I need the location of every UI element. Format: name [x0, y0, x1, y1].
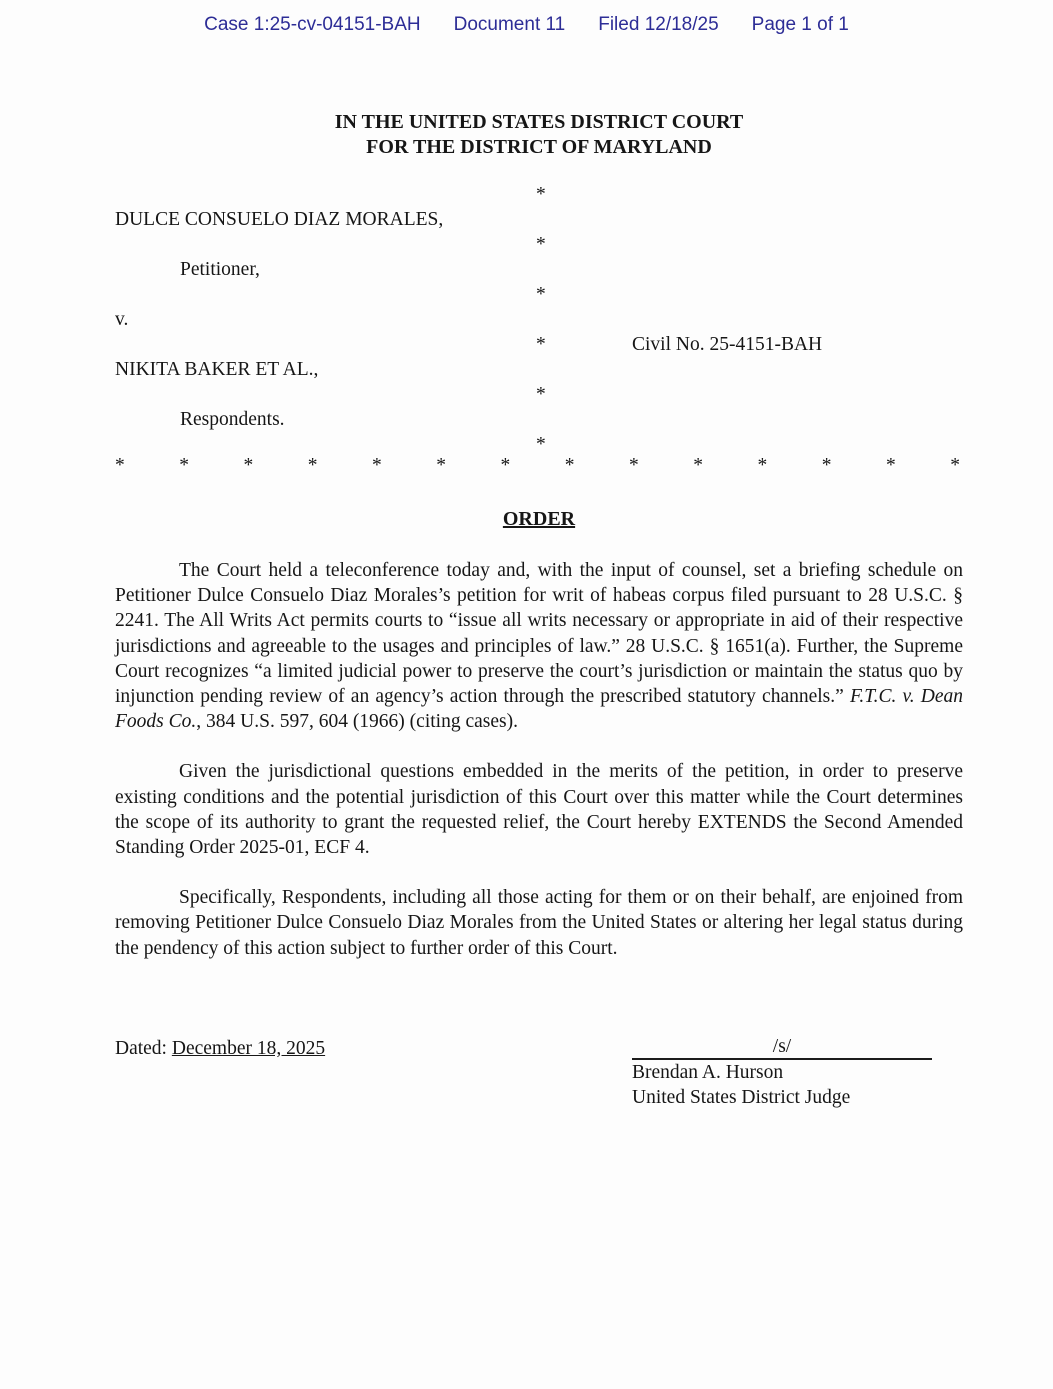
separator-asterisk: * — [564, 455, 575, 476]
caption-asterisk: * — [536, 284, 546, 305]
separator-asterisk: * — [693, 455, 703, 476]
caption-row — [115, 184, 963, 209]
petitioner-role: Petitioner, — [180, 259, 260, 280]
dated-line — [115, 1038, 325, 1060]
header-page-number: Page 1 of 1 — [751, 14, 849, 35]
separator-asterisk: * — [115, 455, 125, 476]
paragraph-1-citation-tail: , 384 U.S. 597, 604 (1966) (citing cases). — [196, 711, 518, 733]
paragraph-1-text: The Court held a teleconference today and, with the input of counsel, set a briefing schedule on Petitioner Dulce Consuelo Diaz Morales’s petition for writ of habeas corpus filed pursuant to 28 U.S.C. § 2241. The All Writs Act permits courts to “issue all writs necessary or appropriate in aid of their respective jurisdictions and agreeable to the usages and principles of law.” 28 U.S.C. § 1651(a). Further, the Supreme Court recognizes “a limited judicial power to preserve the court’s jurisdiction or maintain the status quo by injunction pending review of an agency’s action through the prescribed statutory channels.” — [115, 560, 963, 708]
caption-row — [115, 409, 963, 434]
caption-asterisk: * — [536, 384, 546, 405]
caption-row — [115, 284, 963, 309]
caption-row — [115, 234, 963, 259]
separator-asterisk: * — [757, 455, 768, 476]
caption-row — [115, 209, 963, 234]
separator-asterisk: * — [950, 455, 960, 476]
dated-label: Dated: — [115, 1038, 172, 1059]
caption-asterisk: * — [536, 334, 546, 355]
respondent-role: Respondents. — [180, 409, 285, 430]
court-title-line2: FOR THE DISTRICT OF MARYLAND — [366, 136, 712, 158]
caption-asterisk: * — [536, 184, 546, 205]
versus: v. — [115, 309, 129, 330]
respondent-name: NIKITA BAKER ET AL., — [115, 359, 319, 380]
header-document-number: Document 11 — [453, 14, 566, 35]
header-case-number: Case 1:25-cv-04151-BAH — [204, 14, 421, 35]
separator-asterisk: * — [179, 455, 189, 476]
separator-asterisk: * — [436, 455, 446, 476]
order-paragraph-3: Specifically, Respondents, including all those acting for them or on their behalf, are enjoined from removing Petitioner Dulce Consuelo Diaz Morales from the United States or altering her legal status during the pendency of this action subject to further order of this Court. — [115, 887, 963, 959]
signature-block — [632, 1034, 932, 1110]
caption-asterisk: * — [536, 234, 546, 255]
order-body — [115, 558, 963, 986]
case-citation-italic: F.T.C. v. Dean Foods Co. — [115, 686, 963, 733]
s-slash-signature: /s/ — [772, 1036, 792, 1057]
order-paragraph-1 — [115, 558, 963, 734]
civil-case-number: Civil No. 25-4151-BAH — [632, 334, 823, 355]
case-caption — [115, 184, 963, 459]
caption-asterisk: * — [536, 434, 546, 455]
header-filed-date: Filed 12/18/25 — [598, 14, 719, 35]
separator-asterisk: * — [821, 455, 832, 476]
separator-asterisk: * — [307, 455, 318, 476]
caption-row — [115, 384, 963, 409]
asterisk-separator-row — [115, 455, 960, 477]
separator-asterisk: * — [500, 455, 511, 476]
caption-row — [115, 334, 963, 359]
judge-title: United States District Judge — [632, 1087, 851, 1108]
separator-asterisk: * — [886, 455, 896, 476]
separator-asterisk: * — [243, 455, 254, 476]
dated-value: December 18, 2025 — [171, 1038, 326, 1059]
judge-name: Brendan A. Hurson — [632, 1062, 784, 1083]
court-title — [115, 110, 963, 160]
caption-row — [115, 259, 963, 284]
court-title-line1: IN THE UNITED STATES DISTRICT COURT — [334, 111, 744, 133]
caption-row — [115, 309, 963, 334]
ecf-stamp-header — [0, 14, 1053, 36]
signature-line — [632, 1034, 932, 1060]
separator-asterisk: * — [372, 455, 382, 476]
order-heading: ORDER — [502, 508, 576, 530]
petitioner-name: DULCE CONSUELO DIAZ MORALES, — [115, 209, 444, 230]
order-paragraph-2: Given the jurisdictional questions embedded in the merits of the petition, in order to preserve existing conditions and the potential jurisdiction of this Court over this matter while the Court determines the scope of its authority to grant the requested relief, the Court hereby EXTENDS the Second Amended Standing Order 2025-01, ECF 4. — [115, 761, 963, 859]
caption-row — [115, 359, 963, 384]
separator-asterisk: * — [629, 455, 639, 476]
